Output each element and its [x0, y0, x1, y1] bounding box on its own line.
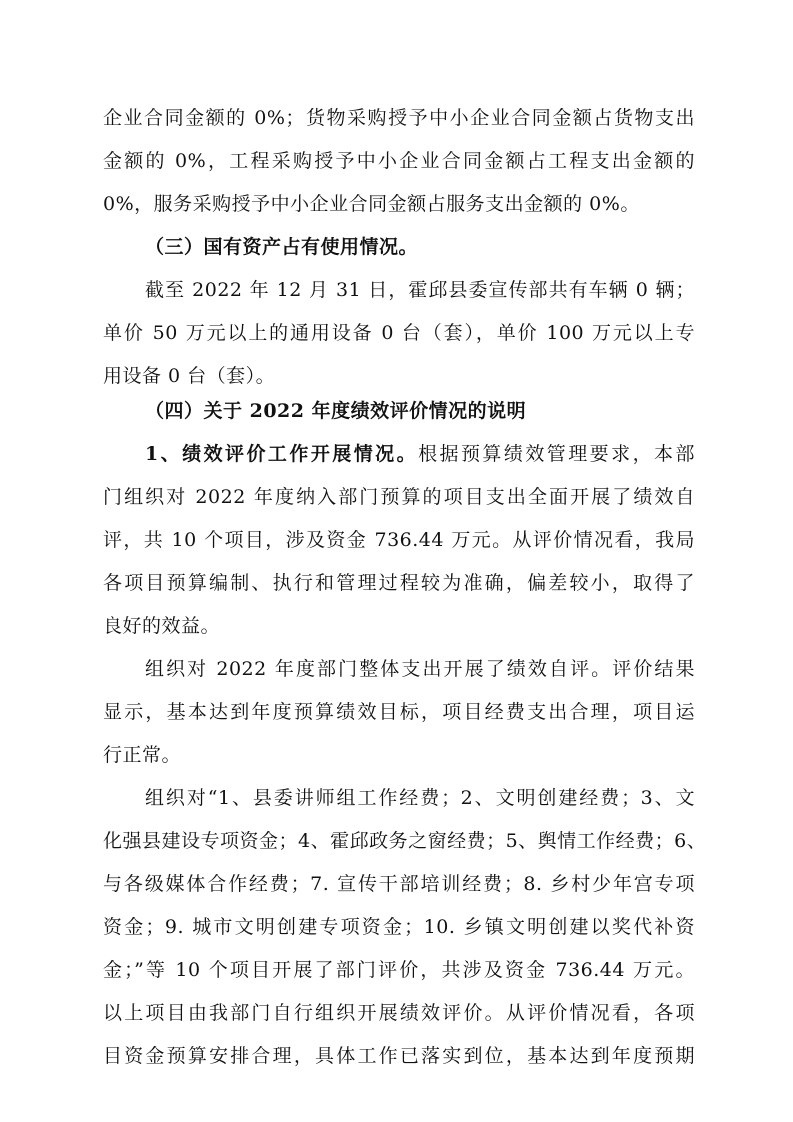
- body-line: 截至 2022 年 12 月 31 日，霍邱县委宣传部共有车辆 0 辆；: [145, 279, 695, 301]
- subsection-heading-1: 1、绩效评价工作开展情况。: [145, 443, 419, 465]
- body-line: 金；”等 10 个项目开展了部门评价，共涉及资金 736.44 万元。: [103, 959, 695, 981]
- body-line: 各项目预算编制、执行和管理过程较为准确，偏差较小，取得了: [103, 572, 695, 594]
- body-line: 组织对 2022 年度部门整体支出开展了绩效自评。评价结果: [145, 658, 695, 680]
- body-line: 企业合同金额的 0%；货物采购授予中小企业合同金额占货物支出: [103, 107, 695, 129]
- body-line: 资金；9. 城市文明创建专项资金；10. 乡镇文明创建以奖代补资: [103, 916, 695, 938]
- body-line: 金额的 0%，工程采购授予中小企业合同金额占工程支出金额的: [103, 150, 695, 172]
- section-heading-4: （四）关于 2022 年度绩效评价情况的说明: [145, 400, 527, 422]
- body-line: 以上项目由我部门自行组织开展绩效评价。从评价情况看，各项: [103, 1002, 695, 1024]
- subsection-text: 根据预算绩效管理要求，本部: [418, 443, 695, 465]
- section-heading-3: （三）国有资产占有使用情况。: [145, 236, 419, 258]
- body-line: 评，共 10 个项目，涉及资金 736.44 万元。从评价情况看，我局: [103, 529, 695, 551]
- body-line: 显示，基本达到年度预算绩效目标，项目经费支出合理，项目运: [103, 701, 695, 723]
- body-line: 单价 50 万元以上的通用设备 0 台（套），单价 100 万元以上专: [103, 322, 695, 344]
- body-line: 用设备 0 台（套）。: [103, 365, 276, 387]
- body-line: 组织对“1、县委讲师组工作经费；2、文明创建经费；3、文: [145, 787, 695, 809]
- body-line: 良好的效益。: [103, 615, 221, 637]
- body-line: 与各级媒体合作经费；7. 宣传干部培训经费；8. 乡村少年宫专项: [103, 873, 695, 895]
- body-line: 0%，服务采购授予中小企业合同金额占服务支出金额的 0%。: [103, 193, 640, 215]
- body-line: 目资金预算安排合理，具体工作已落实到位，基本达到年度预期: [103, 1045, 695, 1067]
- body-line: 化强县建设专项资金；4、霍邱政务之窗经费；5、舆情工作经费；6、: [103, 830, 707, 852]
- subsection-1-line: [145, 440, 695, 468]
- body-line: 行正常。: [103, 744, 182, 766]
- body-line: 门组织对 2022 年度纳入部门预算的项目支出全面开展了绩效自: [103, 486, 695, 508]
